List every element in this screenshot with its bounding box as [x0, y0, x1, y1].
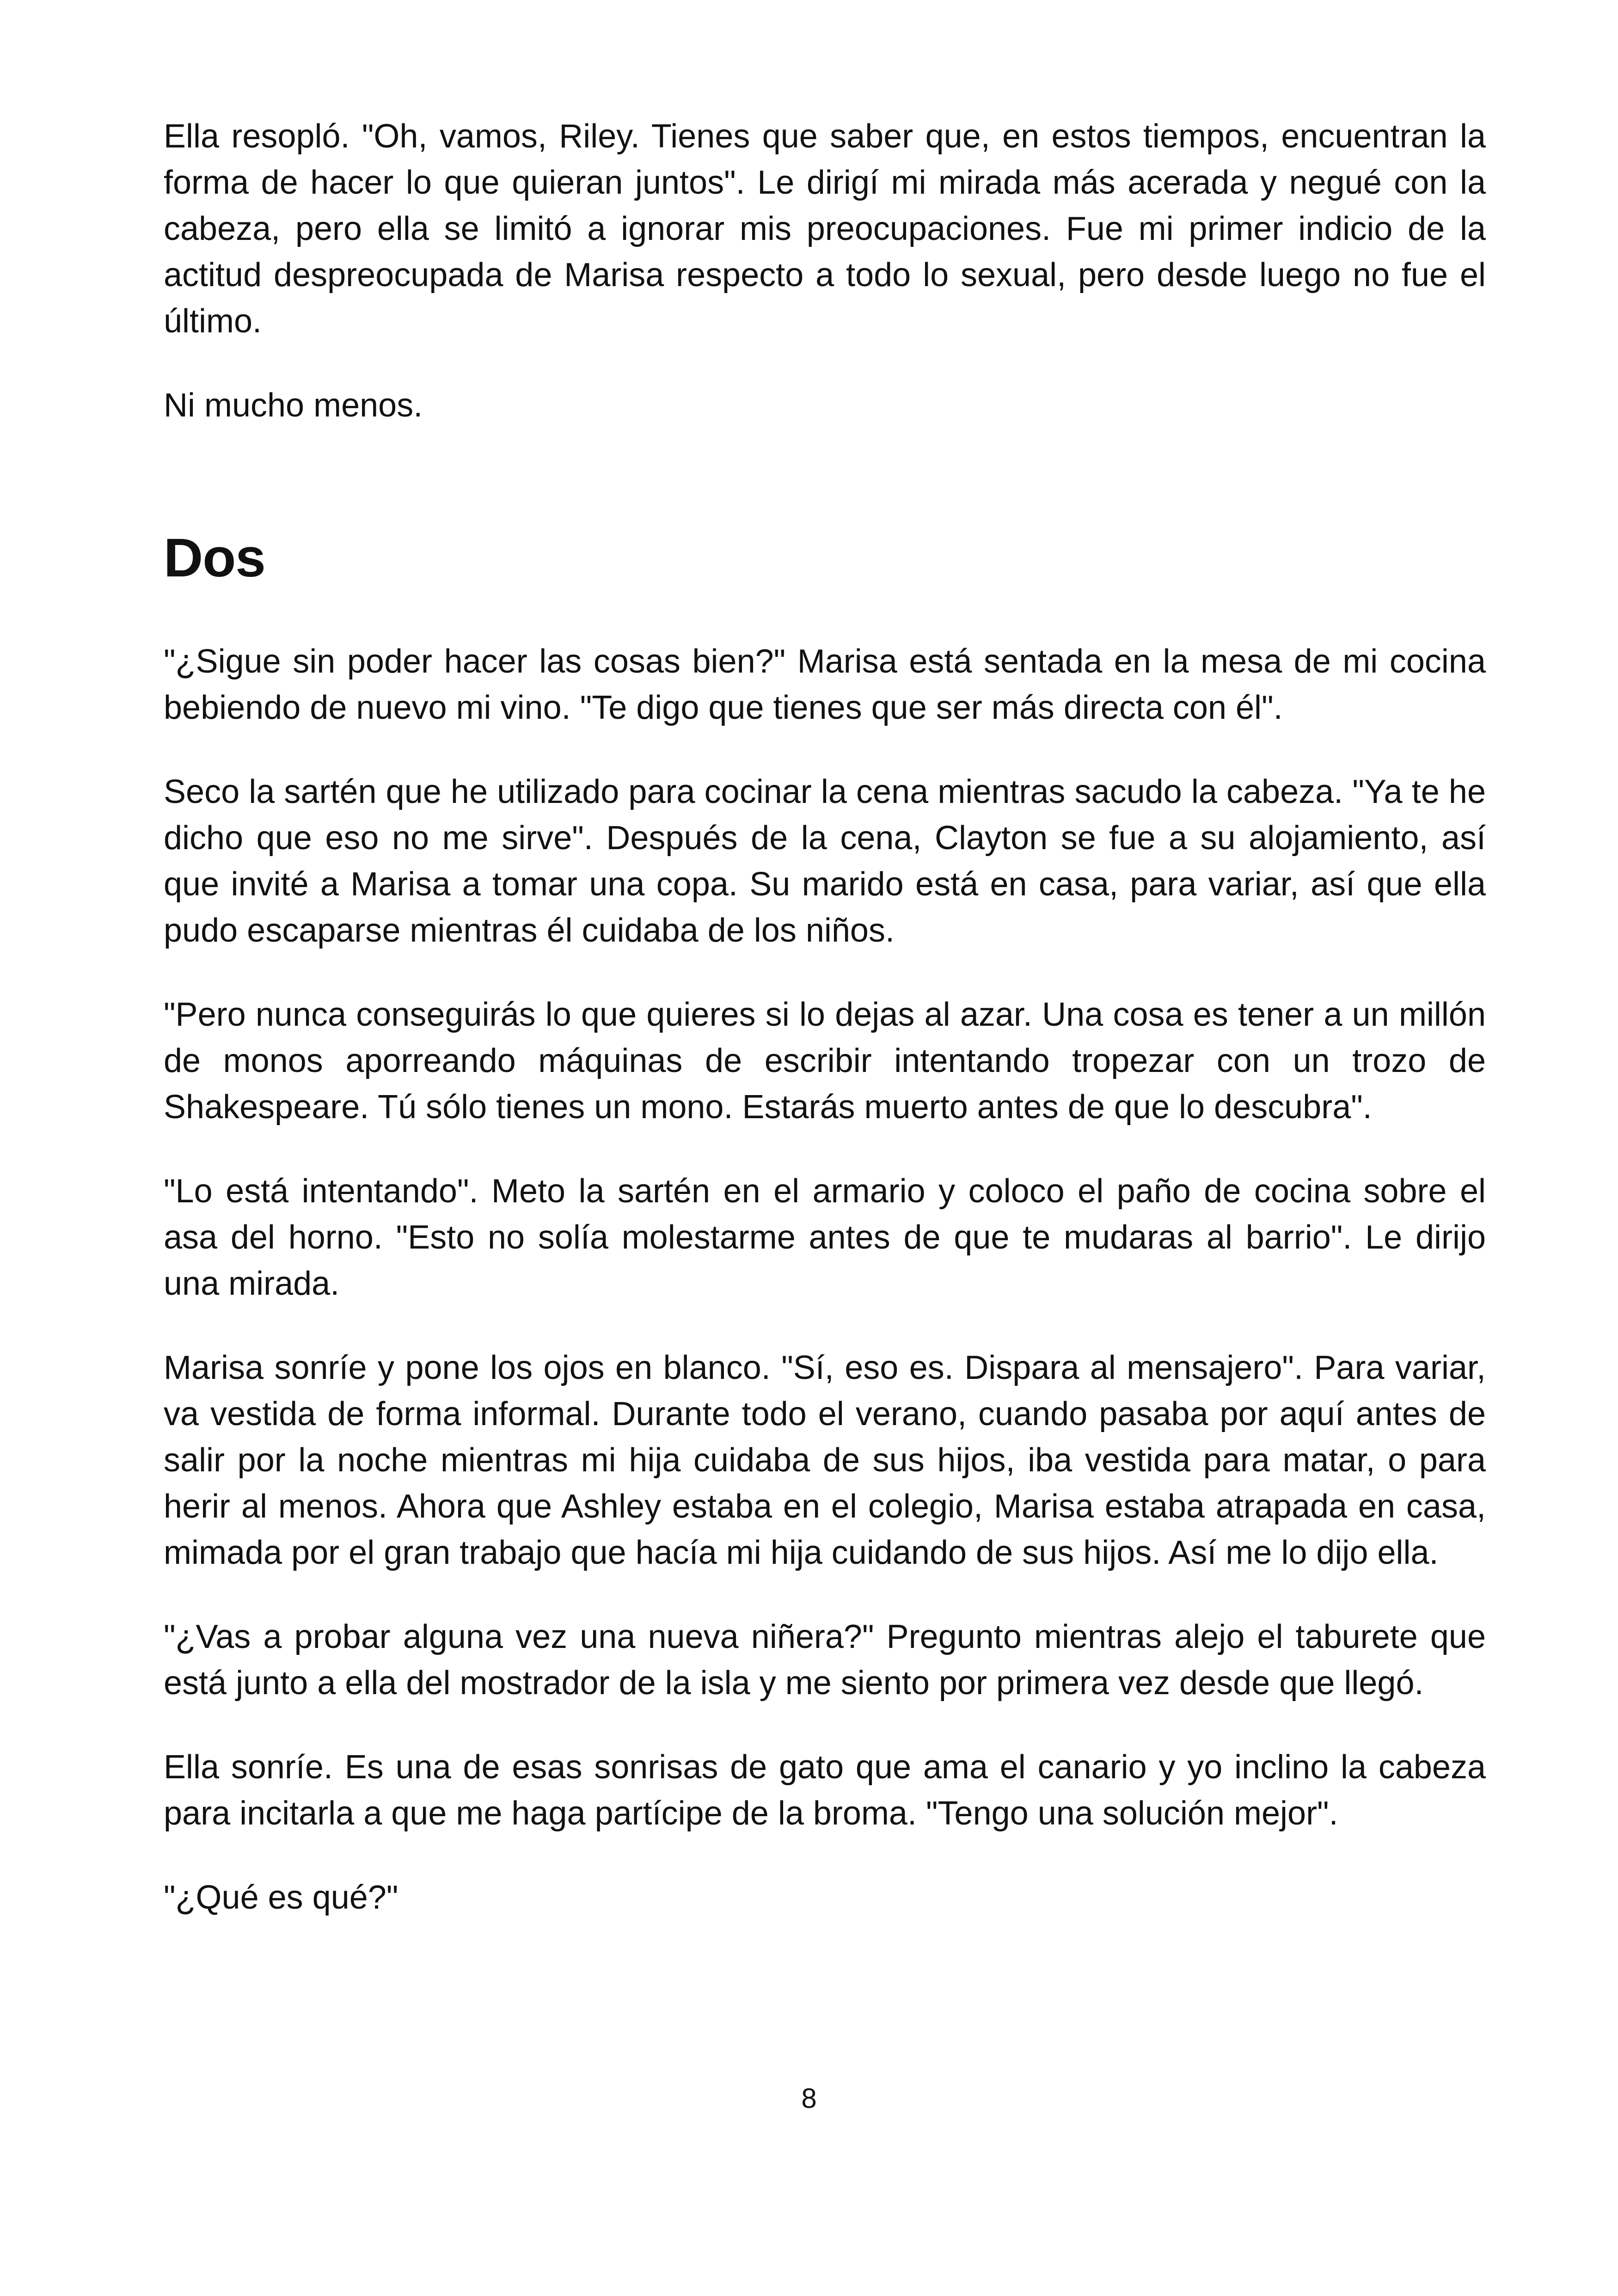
paragraph: "¿Qué es qué?": [164, 1879, 398, 1916]
paragraph: Seco la sartén que he utilizado para cocinar la cena mientras sacudo la cabeza. "Ya te he dicho que eso no me sirve". Después de la cena, Clayton se fue a su alojamiento, así que invité a Marisa a tomar una copa. Su marido está en casa, para variar, así que ella pudo escaparse mientras él cuidaba de los niños.: [164, 773, 1486, 949]
body-text: [164, 113, 1486, 1959]
paragraph: Ni mucho menos.: [164, 387, 423, 424]
paragraph: "Lo está intentando". Meto la sartén en el armario y coloco el paño de cocina sobre el asa del horno. "Esto no solía molestarme antes de que te mudaras al barrio". Le dirijo una mirada.: [164, 1173, 1486, 1302]
chapter-title: Dos: [164, 527, 265, 588]
paragraph: "Pero nunca conseguirás lo que quieres si lo dejas al azar. Una cosa es tener a un millón de monos aporreando máquinas de escribir intentando tropezar con un trozo de Shakespeare. Tú sólo tienes un mono. Estarás muerto antes de que lo descubra".: [164, 996, 1486, 1126]
paragraph: Ella sonríe. Es una de esas sonrisas de gato que ama el canario y yo inclino la cabeza para incitarla a que me haga partícipe de la broma. "Tengo una solución mejor".: [164, 1749, 1486, 1832]
paragraph: "¿Vas a probar alguna vez una nueva niñera?" Pregunto mientras alejo el taburete que está junto a ella del mostrador de la isla y me siento por primera vez desde que llegó.: [164, 1618, 1486, 1702]
page-number: 8: [801, 2083, 817, 2114]
paragraph: Marisa sonríe y pone los ojos en blanco. "Sí, eso es. Dispara al mensajero". Para variar, va vestida de forma informal. Durante todo el verano, cuando pasaba por aquí antes de salir por la noche mientras mi hija cuidaba de sus hijos, iba vestida para matar, o para herir al menos. Ahora que Ashley estaba en el colegio, Marisa estaba atrapada en casa, mimada por el gran trabajo que hacía mi hija cuidando de sus hijos. Así me lo dijo ella.: [164, 1349, 1486, 1571]
paragraph: Ella resopló. "Oh, vamos, Riley. Tienes que saber que, en estos tiempos, encuentran la forma de hacer lo que quieran juntos". Le dirigí mi mirada más acerada y negué con la cabeza, pero ella se limitó a ignorar mis preocupaciones. Fue mi primer indicio de la actitud despreocupada de Marisa respecto a todo lo sexual, pero desde luego no fue el último.: [164, 118, 1486, 340]
paragraph: "¿Sigue sin poder hacer las cosas bien?" Marisa está sentada en la mesa de mi cocina bebiendo de nuevo mi vino. "Te digo que tienes que ser más directa con él".: [164, 643, 1486, 726]
